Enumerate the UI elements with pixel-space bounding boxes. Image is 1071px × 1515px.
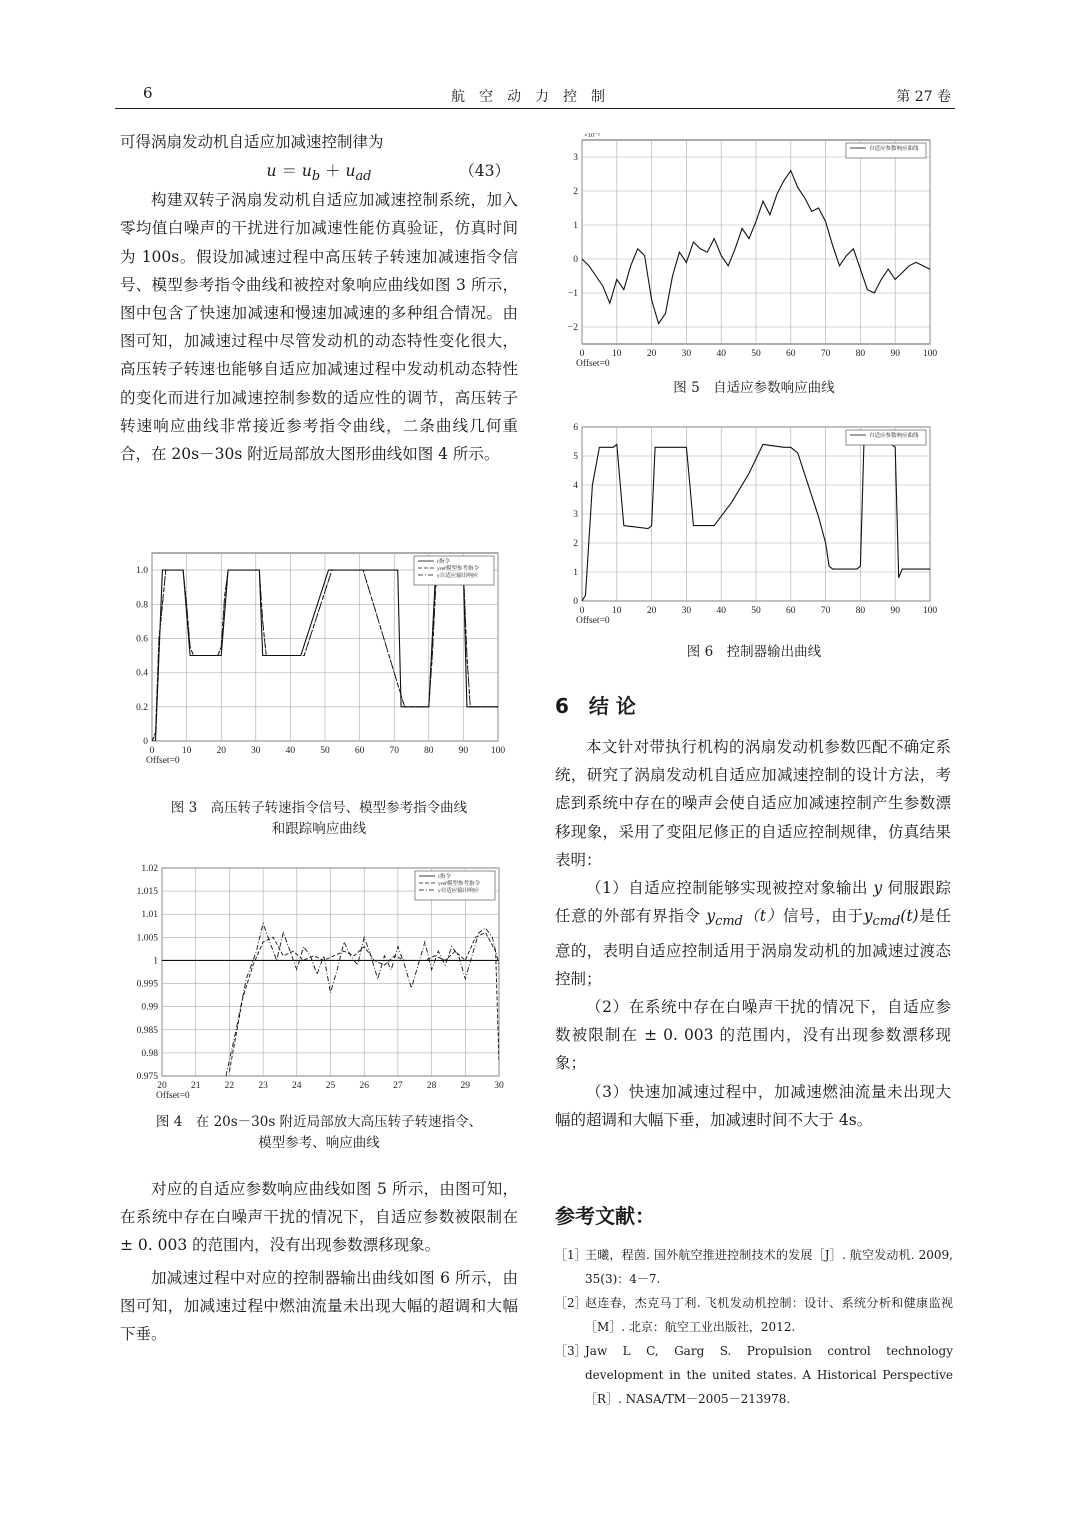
- x-tick-label: 26: [359, 1081, 369, 1091]
- y-tick-label: 0.4: [136, 668, 148, 679]
- figure-4-chart: [118, 860, 518, 1106]
- paragraph: （2）在系统中存在白噪声干扰的情况下，自适应参数被限制在 ± 0. 003 的范围内，没有出现参数漂移现象；: [555, 997, 951, 1073]
- y-tick-label: −1: [567, 289, 578, 299]
- x-tick-label: 20: [646, 349, 657, 359]
- journal-title: 航空动力控制: [451, 89, 619, 105]
- x-tick-label: 60: [786, 606, 796, 616]
- x-tick-label: 28: [426, 1081, 437, 1091]
- equation-43: $u = u_b + u_{ad}$ （43）: [120, 156, 518, 186]
- legend-label: 自适应参数响应曲线: [869, 146, 919, 152]
- x-tick-label: 10: [181, 746, 192, 756]
- figure-5-chart: [560, 128, 948, 373]
- scale-label: ×10⁻³: [584, 132, 600, 139]
- x-tick-label: 80: [855, 606, 866, 616]
- references-title: 参考文献：: [555, 1204, 655, 1228]
- x-tick-label: 70: [389, 746, 399, 756]
- x-tick-label: 30: [251, 746, 261, 756]
- y-tick-label: 5: [573, 452, 578, 462]
- y-tick-label: 2: [573, 539, 578, 549]
- x-tick-label: 21: [190, 1081, 201, 1091]
- x-tick-label: 20: [216, 746, 226, 756]
- legend-label: y自适应输出响应: [438, 888, 480, 894]
- x-tick-label: 40: [716, 606, 726, 616]
- x-tick-label: 10: [612, 606, 622, 616]
- y-tick-label: 0.6: [136, 634, 148, 645]
- section-title: 6 结 论: [555, 694, 636, 718]
- paragraph: 构建双转子涡扇发动机自适应加减速控制系统，加入零均值白噪声的干扰进行加减速性能仿真验证，仿真时间为 100s。假设加减速过程中高压转子转速加减速指令信号、模型参考指令曲线和被控对象响应曲线如图 3 所示，图中包含了快速加减速和慢速加减速的多种组合情况。由图可知，加减速过程中尽管发动机的动态特性变化很大，高压转子转速也能够自适应加减速过程中发动机动态特性的变化而进行加减速控制参数的适应性的调节，高压转子转速响应曲线非常接近参考指令曲线，二条曲线几何重合，在 20s－30s 附近局部放大图形曲线如图 4 所示。: [120, 191, 518, 464]
- legend-label: r指令: [438, 874, 451, 880]
- offset-label: Offset=0: [576, 359, 610, 369]
- x-tick-label: 30: [681, 606, 692, 616]
- paragraph: 加减速过程中对应的控制器输出曲线如图 6 所示，由图可知，加减速过程中燃油流量未出现大幅的超调和大幅下垂。: [120, 1268, 518, 1344]
- y-tick-label: 0.975: [136, 1072, 158, 1082]
- paragraph: （1）自适应控制能够实现被控对象输出 y 伺服跟踪任意的外部有界指令 $y_{cmd}(t)$信号，由于$y_{cmd}(t)$是任意的，表明自适应控制适用于涡扇发动机的加减速过渡态控制；: [555, 879, 951, 988]
- y-tick-label: 4: [573, 481, 578, 491]
- x-tick-label: 23: [258, 1081, 268, 1091]
- y-tick-label: 3: [573, 510, 578, 520]
- figure-6-chart: [560, 415, 948, 633]
- legend-label: y自适应输出响应: [437, 573, 479, 579]
- y-tick-label: 0.985: [136, 1025, 158, 1036]
- x-tick-label: 100: [922, 349, 938, 359]
- y-tick-label: 0: [573, 255, 578, 265]
- y-tick-label: 0.98: [141, 1048, 158, 1059]
- x-tick-label: 24: [292, 1081, 302, 1091]
- y-tick-label: 6: [573, 423, 578, 433]
- x-tick-label: 0: [579, 349, 585, 359]
- x-tick-label: 40: [285, 746, 296, 756]
- x-tick-label: 90: [890, 349, 900, 359]
- intro-line: 可得涡扇发动机自适应加减速控制律为: [120, 133, 384, 151]
- legend-label: r指令: [437, 559, 450, 565]
- y-tick-label: 0.8: [136, 600, 148, 611]
- reference-item: ［1］ 王曦，程茵. 国外航空推进控制技术的发展［J］. 航空发动机. 2009, 35(3)：4－7.: [555, 1248, 953, 1286]
- figure-3-caption: 图 3 高压转子转速指令信号、模型参考指令曲线 和跟踪响应曲线: [170, 800, 468, 837]
- figure-3-chart: [118, 548, 518, 793]
- x-tick-label: 60: [786, 349, 796, 359]
- fig3-plot: [136, 553, 505, 766]
- x-tick-label: 90: [890, 606, 900, 616]
- reference-list: [555, 1243, 953, 1411]
- left-column-text: [120, 128, 518, 468]
- x-tick-label: 70: [820, 606, 831, 616]
- x-tick-label: 40: [716, 349, 726, 359]
- x-tick-label: 100: [490, 746, 506, 756]
- left-column-bottom-text: [120, 1175, 518, 1348]
- x-tick-label: 90: [458, 746, 469, 756]
- x-tick-label: 20: [646, 606, 657, 616]
- page-number: 6: [143, 84, 153, 102]
- y-tick-label: 3: [573, 153, 578, 163]
- x-tick-label: 50: [751, 349, 761, 359]
- figure-5-caption: 图 5 自适应参数响应曲线: [673, 380, 835, 396]
- paragraph: 本文针对带执行机构的涡扇发动机参数匹配不确定系统，研究了涡扇发动机自适应加减速控制的设计方法，考虑到系统中存在的噪声会使自适应加减速控制产生参数漂移现象，采用了变阻尼修正的自适应控制规律，仿真结果表明：: [555, 738, 951, 869]
- y-tick-label: 0.99: [141, 1002, 158, 1013]
- x-tick-label: 27: [393, 1081, 403, 1091]
- paragraph: （3）快速加减速过程中，加减速燃油流量未出现大幅的超调和大幅下垂，加减速时间不大于 4s。: [555, 1082, 951, 1129]
- legend-label: yref模型参考指令: [437, 566, 479, 572]
- x-tick-label: 80: [855, 349, 866, 359]
- y-tick-label: 1: [153, 956, 158, 967]
- x-tick-label: 30: [681, 349, 692, 359]
- y-tick-label: 0: [573, 597, 578, 607]
- x-tick-label: 60: [354, 746, 365, 756]
- x-tick-label: 22: [224, 1081, 235, 1091]
- y-tick-label: 1.0: [136, 566, 148, 577]
- x-tick-label: 0: [149, 746, 155, 756]
- y-tick-label: 0.2: [136, 702, 148, 713]
- x-tick-label: 20: [157, 1081, 167, 1091]
- y-tick-label: 1.015: [136, 887, 158, 898]
- y-tick-label: 1.01: [141, 910, 158, 921]
- x-tick-label: 50: [320, 746, 330, 756]
- offset-label: Offset=0: [156, 1091, 190, 1101]
- figure-4-caption: 图 4 在 20s－30s 附近局部放大高压转子转速指令、 模型参考、响应曲线: [155, 1114, 483, 1151]
- y-tick-label: 1: [573, 221, 578, 231]
- y-tick-label: 1.005: [136, 933, 158, 944]
- x-tick-label: 70: [820, 349, 831, 359]
- x-tick-label: 50: [751, 606, 761, 616]
- x-tick-label: 30: [494, 1081, 504, 1091]
- fig4-plot: [137, 864, 504, 1101]
- reference-item: ［3］ Jaw L C, Garg S. Propulsion control technology development in the united states. A Historical Perspective［R］. NASA/TM－2005－213978.: [555, 1344, 953, 1406]
- legend-label: yref模型参考指令: [438, 881, 480, 887]
- y-tick-label: 1: [573, 568, 578, 578]
- y-tick-label: 0: [143, 737, 148, 747]
- fig5-plot: [568, 132, 937, 369]
- x-tick-label: 29: [460, 1081, 471, 1091]
- conclusion-text: [555, 733, 951, 1134]
- equation-number: （43）: [459, 162, 510, 181]
- y-tick-label: 2: [573, 187, 578, 197]
- x-tick-label: 10: [612, 349, 622, 359]
- reference-item: ［2］ 赵连春，杰克马丁利. 飞机发动机控制：设计、系统分析和健康监视［M］. 北京：航空工业出版社，2012.: [555, 1296, 953, 1334]
- figure-6-caption: 图 6 控制器输出曲线: [686, 644, 822, 660]
- offset-label: Offset=0: [576, 616, 610, 626]
- y-tick-label: −2: [567, 323, 578, 333]
- x-tick-label: 80: [424, 746, 434, 756]
- fig6-plot: [573, 423, 937, 626]
- x-tick-label: 100: [922, 606, 938, 616]
- paragraph: 对应的自适应参数响应曲线如图 5 所示，由图可知，在系统中存在白噪声干扰的情况下，自适应参数被限制在 ± 0. 003 的范围内，没有出现参数漂移现象。: [120, 1180, 518, 1255]
- y-tick-label: 0.995: [136, 979, 158, 990]
- running-header: [115, 84, 955, 109]
- legend-label: 自适应参数响应曲线: [869, 433, 919, 439]
- y-tick-label: 1.02: [141, 864, 158, 874]
- volume-label: 第 27 卷: [896, 89, 951, 105]
- x-tick-label: 0: [579, 606, 585, 616]
- x-tick-label: 25: [325, 1081, 336, 1091]
- offset-label: Offset=0: [146, 756, 180, 766]
